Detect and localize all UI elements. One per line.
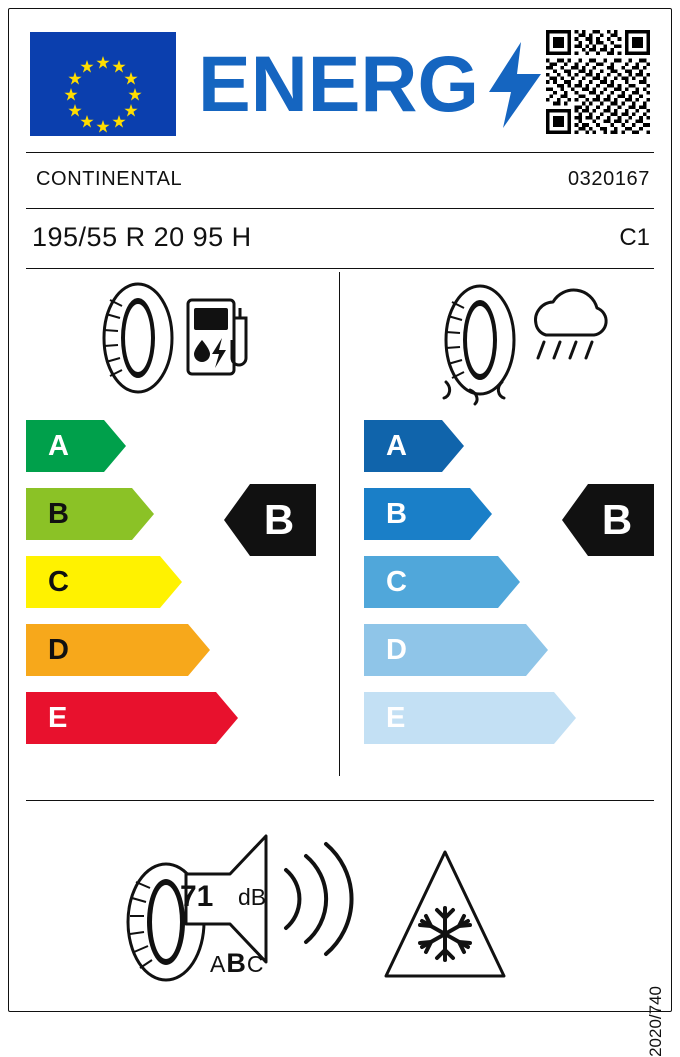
wet-selected-marker [562, 484, 654, 556]
tyre-model-id: 0320167 [567, 168, 650, 190]
grade-letter: C [386, 566, 407, 598]
snowflake-mountain-icon [382, 846, 508, 982]
noise-unit: dB [238, 884, 267, 910]
eu-flag [30, 32, 176, 136]
noise-class-scale [210, 948, 264, 979]
manufacturer-name: CONTINENTAL [36, 168, 183, 190]
qr-code [546, 30, 650, 134]
divider-size [26, 268, 654, 269]
noise-class-c: C [246, 951, 265, 977]
grade-letter: B [386, 498, 407, 530]
grade-letter: C [48, 566, 69, 598]
noise-class-a: A [210, 951, 227, 977]
grade-arrow-a [364, 420, 464, 472]
divider-bottom [26, 800, 654, 801]
tyre-size: 195/55 R 20 95 H [32, 222, 252, 252]
grade-letter: B [48, 498, 69, 530]
grade-letter: A [386, 430, 407, 462]
tyre-rain-cloud-icon [428, 278, 608, 404]
energ-wordmark: ENERG [198, 39, 479, 128]
noise-value: 71 [180, 880, 214, 913]
grade-letter: E [48, 702, 68, 734]
grade-letter: E [386, 702, 406, 734]
tyre-fuel-pump-icon [88, 278, 268, 398]
column-divider [339, 272, 340, 776]
tyre-class: C1 [619, 224, 650, 251]
grade-arrow-b [26, 488, 154, 540]
divider-brand [26, 208, 654, 209]
fuel-selected-letter: B [263, 496, 295, 543]
divider-header [26, 152, 654, 153]
wet-selected-letter: B [601, 496, 633, 543]
grade-letter: D [48, 634, 69, 666]
grade-arrow-a [26, 420, 126, 472]
grade-letter: D [386, 634, 407, 666]
fuel-selected-marker [224, 484, 316, 556]
lightning-bolt-icon [487, 42, 543, 128]
grade-letter: A [48, 430, 69, 462]
grade-arrow-b [364, 488, 492, 540]
noise-class-selected: B [226, 948, 247, 978]
regulation-reference: 2020/740 [646, 986, 665, 1057]
